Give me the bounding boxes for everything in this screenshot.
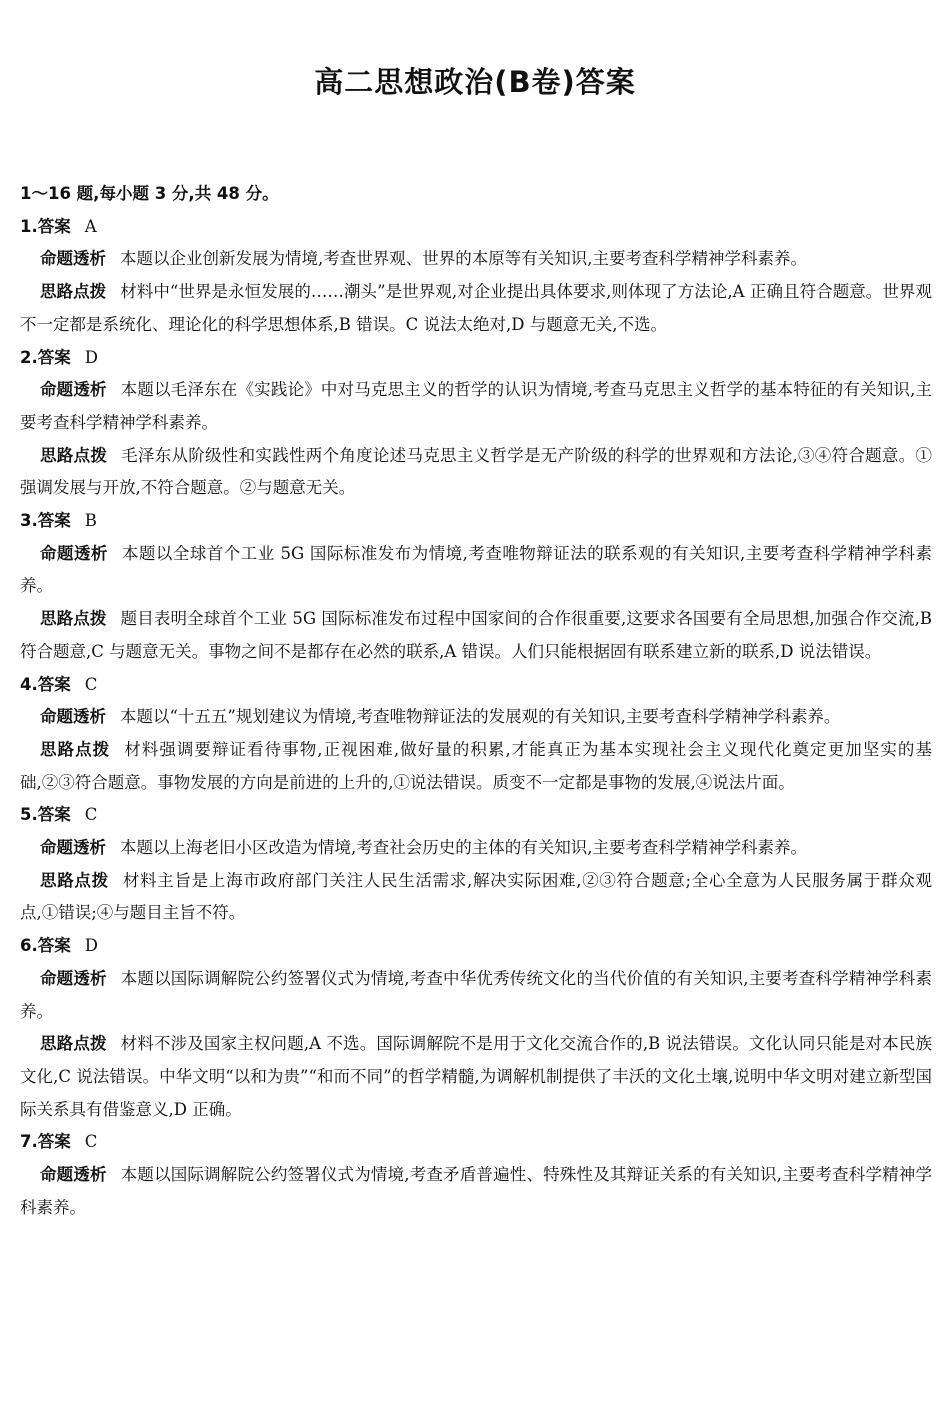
section-intro: 1～16 题,每小题 3 分,共 48 分。 <box>20 184 279 203</box>
analysis-paragraph <box>20 963 932 1028</box>
analysis-text: 本题以国际调解院公约签署仪式为情境,考查中华优秀传统文化的当代价值的有关知识,主要考查科学精神学科素养。 <box>20 968 932 1021</box>
question-number: 7. <box>20 1132 38 1152</box>
hint-paragraph <box>20 865 932 930</box>
question-item <box>20 669 932 800</box>
hint-paragraph <box>20 1028 932 1126</box>
analysis-label: 命题透析 <box>40 380 107 400</box>
analysis-label: 命题透析 <box>40 543 108 563</box>
analysis-text: 本题以全球首个工业 5G 国际标准发布为情境,考查唯物辩证法的联系观的有关知识,主要考查科学精神学科素养。 <box>20 543 932 596</box>
hint-label: 思路点拨 <box>40 739 111 759</box>
question-item <box>20 342 932 506</box>
question-number: 1. <box>20 216 38 236</box>
question-item <box>20 211 932 342</box>
answer-label: 答案 <box>37 674 71 694</box>
answer-value: D <box>84 347 98 367</box>
hint-text: 题目表明全球首个工业 5G 国际标准发布过程中国家间的合作很重要,这要求各国要有全局思想,加强合作交流,B 符合题意,C 与题意无关。事物之间不是都存在必然的联系,A 错误。人们只能根据固有联系建立新的联系,D 说法错误。 <box>20 609 933 661</box>
analysis-text: 本题以上海老旧小区改造为情境,考查社会历史的主体的有关知识,主要考查科学精神学科素养。 <box>120 838 807 858</box>
hint-label: 思路点拨 <box>40 609 107 629</box>
question-number: 4. <box>20 674 38 694</box>
answer-value: C <box>84 674 98 694</box>
hint-text: 材料主旨是上海市政府部门关注人民生活需求,解决实际困难,②③符合题意;全心全意为人民服务属于群众观点,①错误;④与题目主旨不符。 <box>20 870 932 923</box>
analysis-text: 本题以毛泽东在《实践论》中对马克思主义的哲学的认识为情境,考查马克思主义哲学的基本特征的有关知识,主要考查科学精神学科素养。 <box>20 380 932 432</box>
analysis-label: 命题透析 <box>40 1165 107 1185</box>
analysis-paragraph <box>20 374 932 439</box>
analysis-paragraph <box>20 1159 932 1224</box>
analysis-paragraph <box>20 832 932 865</box>
analysis-label: 命题透析 <box>40 838 106 858</box>
hint-label: 思路点拨 <box>40 1034 107 1054</box>
hint-label: 思路点拨 <box>40 870 109 890</box>
analysis-label: 命题透析 <box>40 707 106 727</box>
answer-label: 答案 <box>37 1132 71 1152</box>
question-item <box>20 1126 932 1224</box>
answer-value: B <box>84 511 97 531</box>
hint-text: 材料强调要辩证看待事物,正视困难,做好量的积累,才能真正为基本实现社会主义现代化奠定更加坚实的基础,②③符合题意。事物发展的方向是前进的上升的,①说法错误。质变不一定都是事物的发展,④说法片面。 <box>20 739 932 792</box>
answer-value: D <box>84 936 98 956</box>
answer-label: 答案 <box>37 347 71 367</box>
analysis-text: 本题以“十五五”规划建议为情境,考查唯物辩证法的发展观的有关知识,主要考查科学精神学科素养。 <box>120 707 841 727</box>
answer-content <box>20 178 932 1225</box>
answer-line <box>20 1126 932 1159</box>
page-title: 高二思想政治(B卷)答案 <box>314 65 636 99</box>
hint-text: 材料中“世界是永恒发展的……潮头”是世界观,对企业提出具体要求,则体现了方法论,A 正确且符合题意。世界观不一定都是系统化、理论化的科学思想体系,B 错误。C 说法太绝对,D 与题意无关,不选。 <box>20 282 932 334</box>
analysis-text: 本题以企业创新发展为情境,考查世界观、世界的本原等有关知识,主要考查科学精神学科素养。 <box>120 249 807 269</box>
analysis-label: 命题透析 <box>40 249 106 269</box>
hint-text: 毛泽东从阶级性和实践性两个角度论述马克思主义哲学是无产阶级的科学的世界观和方法论,③④符合题意。①强调发展与开放,不符合题意。②与题意无关。 <box>20 445 933 498</box>
answer-value: C <box>84 1132 98 1152</box>
answer-value: A <box>84 216 97 236</box>
question-item <box>20 799 932 930</box>
hint-paragraph <box>20 276 932 341</box>
answer-line <box>20 669 932 702</box>
answer-line <box>20 799 932 832</box>
answer-label: 答案 <box>37 936 71 956</box>
hint-paragraph <box>20 734 932 799</box>
answer-label: 答案 <box>37 216 71 236</box>
hint-label: 思路点拨 <box>40 282 107 302</box>
answer-label: 答案 <box>37 805 71 825</box>
hint-paragraph <box>20 440 932 505</box>
question-number: 3. <box>20 511 38 531</box>
hint-label: 思路点拨 <box>40 445 108 465</box>
question-number: 6. <box>20 936 38 956</box>
answer-value: C <box>84 805 98 825</box>
answer-line <box>20 211 932 244</box>
hint-paragraph <box>20 603 932 668</box>
analysis-paragraph <box>20 243 932 276</box>
analysis-text: 本题以国际调解院公约签署仪式为情境,考查矛盾普遍性、特殊性及其辩证关系的有关知识,主要考查科学精神学科素养。 <box>20 1165 932 1217</box>
analysis-label: 命题透析 <box>40 968 107 988</box>
answer-label: 答案 <box>37 511 71 531</box>
question-item <box>20 930 932 1126</box>
question-number: 5. <box>20 805 38 825</box>
answer-line <box>20 342 932 375</box>
analysis-paragraph <box>20 538 932 603</box>
question-number: 2. <box>20 347 38 367</box>
hint-text: 材料不涉及国家主权问题,A 不选。国际调解院不是用于文化交流合作的,B 说法错误。文化认同只能是对本民族文化,C 说法错误。中华文明“以和为贵”“和而不同”的哲学精髓,为调解机制提供了丰沃的文化土壤,说明中华文明对建立新型国际关系具有借鉴意义,D 正确。 <box>20 1034 932 1119</box>
answer-line <box>20 930 932 963</box>
answer-line <box>20 505 932 538</box>
question-item <box>20 505 932 669</box>
analysis-paragraph <box>20 701 932 734</box>
